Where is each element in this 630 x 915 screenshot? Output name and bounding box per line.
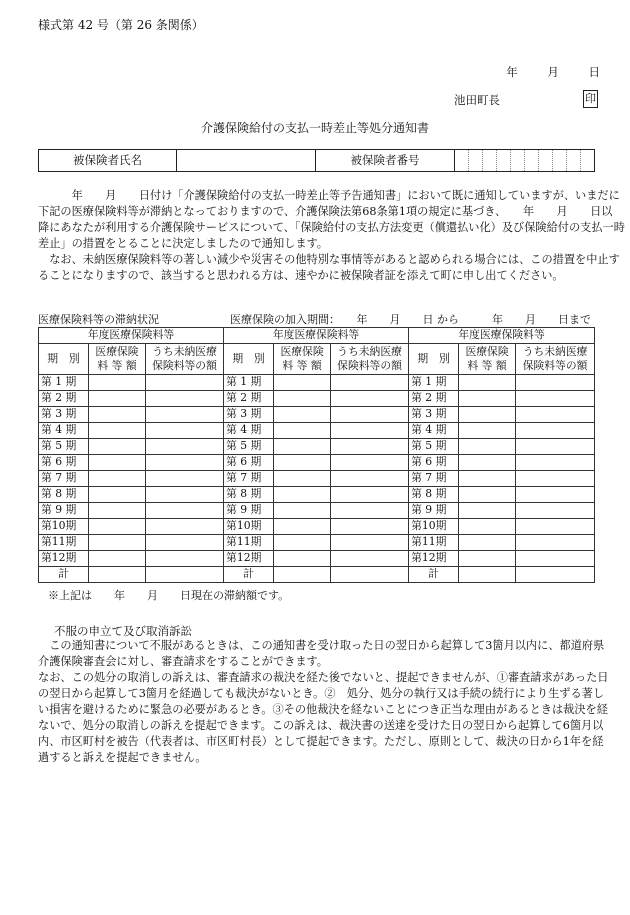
period-cell: 第 3 期 [39,407,89,423]
amount-cell[interactable] [89,551,146,567]
insured-number-digit[interactable] [553,150,567,171]
arrears-row [39,455,595,471]
unpaid-cell[interactable] [331,375,409,391]
period-cell: 第 6 期 [409,455,459,471]
fiscal-year-header: 年度医療保険料等 [39,328,224,344]
total-label: 計 [409,567,459,583]
notice-body-line: ることになりますので、該当すると思われる方は、速やかに被保険者証を添えて町に申し出てください。 [38,269,564,282]
appeal-body-line: 内、市区町村を被告（代表者は、市区町村長）として提起できます。ただし、原則として、裁決の日から1年を経 [38,735,604,748]
period-column-header: 期 別 [224,344,274,375]
unpaid-cell[interactable] [146,375,224,391]
unpaid-cell[interactable] [516,487,595,503]
amount-cell[interactable] [89,487,146,503]
unpaid-total-cell[interactable] [146,567,224,583]
period-cell: 第 7 期 [39,471,89,487]
unpaid-cell[interactable] [331,487,409,503]
unpaid-cell[interactable] [516,391,595,407]
period-column-header: 期 別 [409,344,459,375]
period-cell: 第 6 期 [39,455,89,471]
amount-cell[interactable] [89,439,146,455]
unpaid-total-cell[interactable] [516,567,595,583]
insured-number-digit[interactable] [483,150,497,171]
period-cell: 第11期 [224,535,274,551]
period-cell: 第 5 期 [224,439,274,455]
form-number: 様式第 42 号（第 26 条関係） [38,18,204,32]
date-month-label: 月 [547,65,559,79]
unpaid-cell[interactable] [146,535,224,551]
unpaid-cell[interactable] [516,503,595,519]
issuer-mayor: 池田町長 [454,93,500,107]
unpaid-cell[interactable] [331,407,409,423]
amount-cell[interactable] [459,487,516,503]
notice-body [38,188,625,284]
amount-cell[interactable] [89,519,146,535]
amount-cell[interactable] [459,391,516,407]
notice-body-line: 降にあなたが利用する介護保険サービスについて、「保険給付の支払方法変更（償還払い化）及び保険給付の支払一時 [38,221,625,234]
amount-cell[interactable] [274,503,331,519]
arrears-row [39,391,595,407]
unpaid-cell[interactable] [331,455,409,471]
amount-cell[interactable] [274,423,331,439]
arrears-row [39,423,595,439]
unpaid-cell[interactable] [516,471,595,487]
unpaid-cell[interactable] [331,423,409,439]
insured-number-label: 被保険者番号 [316,150,455,172]
amount-cell[interactable] [89,503,146,519]
unpaid-cell[interactable] [146,439,224,455]
amount-cell[interactable] [274,439,331,455]
unpaid-cell[interactable] [516,407,595,423]
arrears-note: ※上記は 年 月 日現在の滞納額です。 [48,589,290,602]
period-cell: 第 9 期 [224,503,274,519]
date-year-label: 年 [506,65,518,79]
amount-cell[interactable] [274,455,331,471]
unpaid-cell[interactable] [516,535,595,551]
period-cell: 第10期 [224,519,274,535]
amount-cell[interactable] [274,487,331,503]
arrears-row [39,551,595,567]
date-day-label: 日 [588,65,600,79]
insured-number-digit[interactable] [469,150,483,171]
unpaid-cell[interactable] [331,535,409,551]
period-cell: 第 4 期 [39,423,89,439]
unpaid-total-cell[interactable] [331,567,409,583]
insured-number-digit[interactable] [511,150,525,171]
notice-body-line: 差止」の措置をとることに決定しましたので通知します。 [38,237,328,250]
amount-cell[interactable] [459,471,516,487]
period-cell: 第 8 期 [224,487,274,503]
insured-number-digit[interactable] [497,150,511,171]
insured-number-field[interactable] [455,150,595,172]
insured-number-digit[interactable] [567,150,581,171]
unpaid-cell[interactable] [516,551,595,567]
amount-total-cell[interactable] [274,567,331,583]
period-cell: 第 7 期 [224,471,274,487]
period-cell: 第 3 期 [224,407,274,423]
period-cell: 第10期 [409,519,459,535]
period-cell: 第 2 期 [39,391,89,407]
unpaid-cell[interactable] [146,455,224,471]
amount-cell[interactable] [459,503,516,519]
period-column-header: 期 別 [39,344,89,375]
period-cell: 第 5 期 [409,439,459,455]
amount-column-header: 医療保険 料 等 額 [274,344,331,375]
notice-body-line: なお、未納医療保険料等の著しい減少や災害その他特別な事情等があると認められる場合には、この措置を中止す [38,253,620,266]
enrollment-period-label: 医療保険の加入期間： 年 月 日 から 年 月 日まで [230,313,591,326]
amount-cell[interactable] [459,535,516,551]
amount-cell[interactable] [274,519,331,535]
insured-number-digit[interactable] [455,150,469,171]
unpaid-cell[interactable] [331,519,409,535]
amount-cell[interactable] [274,391,331,407]
unpaid-cell[interactable] [516,455,595,471]
appeal-body-line: この通知書について不服があるときは、この通知書を受け取った日の翌日から起算して3箇月以内に、都道府県 [38,639,605,652]
amount-cell[interactable] [274,407,331,423]
amount-total-cell[interactable] [89,567,146,583]
period-cell: 第 9 期 [39,503,89,519]
appeal-body-line: ないで、処分の取消しの訴えを提起できます。この訴えは、裁決書の送達を受けた日の翌日から起算して6箇月以 [38,719,604,732]
issue-date [0,66,600,80]
amount-cell[interactable] [89,535,146,551]
amount-cell[interactable] [459,455,516,471]
amount-cell[interactable] [89,407,146,423]
insured-name-label: 被保険者氏名 [39,150,177,172]
appeal-body [38,638,609,766]
appeal-body-line: の翌日から起算して3箇月を経過しても裁決がないとき。② 処分、処分の執行又は手続の続行により生ずる著し [38,687,605,700]
total-label: 計 [39,567,89,583]
arrears-row [39,487,595,503]
period-cell: 第 4 期 [224,423,274,439]
period-cell: 第 2 期 [224,391,274,407]
unpaid-cell[interactable] [146,487,224,503]
unpaid-cell[interactable] [331,551,409,567]
arrears-table [38,327,595,583]
amount-cell[interactable] [274,375,331,391]
arrears-row [39,519,595,535]
period-cell: 第11期 [409,535,459,551]
period-cell: 第10期 [39,519,89,535]
seal-box: 印 [583,90,598,108]
amount-cell[interactable] [459,519,516,535]
amount-cell[interactable] [89,391,146,407]
insured-info-table [38,149,595,172]
period-cell: 第 7 期 [409,471,459,487]
amount-cell[interactable] [89,423,146,439]
amount-cell[interactable] [89,471,146,487]
amount-cell[interactable] [459,375,516,391]
arrears-status-label: 医療保険料等の滞納状況 [38,313,159,326]
unpaid-cell[interactable] [146,391,224,407]
fiscal-year-header: 年度医療保険料等 [224,328,409,344]
period-cell: 第 4 期 [409,423,459,439]
insured-number-digit[interactable] [525,150,539,171]
insured-number-digit[interactable] [539,150,553,171]
unpaid-cell[interactable] [331,471,409,487]
period-cell: 第 1 期 [409,375,459,391]
period-cell: 第 1 期 [224,375,274,391]
unpaid-cell[interactable] [146,551,224,567]
amount-cell[interactable] [459,551,516,567]
unpaid-cell[interactable] [146,503,224,519]
period-cell: 第 2 期 [409,391,459,407]
unpaid-cell[interactable] [516,439,595,455]
arrears-row [39,503,595,519]
arrears-row [39,439,595,455]
unpaid-cell[interactable] [516,423,595,439]
unpaid-column-header: うち未納医療 保険料等の額 [146,344,224,375]
total-label: 計 [224,567,274,583]
period-cell: 第12期 [409,551,459,567]
fiscal-year-header: 年度医療保険料等 [409,328,595,344]
arrears-row [39,535,595,551]
amount-cell[interactable] [89,375,146,391]
period-cell: 第 5 期 [39,439,89,455]
appeal-body-line: 過すると訴えを提起できません。 [38,751,207,764]
period-cell: 第 8 期 [409,487,459,503]
period-cell: 第 1 期 [39,375,89,391]
unpaid-cell[interactable] [331,503,409,519]
arrears-row [39,471,595,487]
period-cell: 第 8 期 [39,487,89,503]
unpaid-cell[interactable] [331,439,409,455]
amount-cell[interactable] [89,455,146,471]
unpaid-cell[interactable] [331,391,409,407]
amount-cell[interactable] [459,407,516,423]
unpaid-cell[interactable] [146,423,224,439]
notice-body-line: 下記の医療保険料等が滞納となっておりますので、介護保険法第68条第1項の規定に基づき、 年 月 日以 [38,205,613,218]
amount-column-header: 医療保険 料 等 額 [459,344,516,375]
period-cell: 第12期 [39,551,89,567]
unpaid-cell[interactable] [146,471,224,487]
unpaid-cell[interactable] [146,519,224,535]
insured-number-digit[interactable] [581,150,594,171]
total-row [39,567,595,583]
appeal-body-line: 介護保険審査会に対し、審査請求をすることができます。 [38,655,328,668]
appeal-body-line: なお、この処分の取消しの訴えは、審査請求の裁決を経た後でないと、提起できませんが、①審査請求があった日 [38,671,609,684]
amount-cell[interactable] [274,471,331,487]
amount-cell[interactable] [274,551,331,567]
amount-column-header: 医療保険 料 等 額 [89,344,146,375]
period-cell: 第 9 期 [409,503,459,519]
notice-body-line: 年 月 日付け「介護保険給付の支払一時差止等予告通知書」において既に通知していますが、いまだに [38,189,620,202]
unpaid-column-header: うち未納医療 保険料等の額 [331,344,409,375]
unpaid-cell[interactable] [146,407,224,423]
arrears-row [39,375,595,391]
period-cell: 第 3 期 [409,407,459,423]
unpaid-column-header: うち未納医療 保険料等の額 [516,344,595,375]
arrears-row [39,407,595,423]
appeal-body-line: い損害を避けるために緊急の必要があるとき。③その他裁決を経ないことにつき正当な理由があるときは裁決を経 [38,703,608,716]
amount-cell[interactable] [459,439,516,455]
amount-total-cell[interactable] [459,567,516,583]
document-title: 介護保険給付の支払一時差止等処分通知書 [200,121,429,135]
appeal-title: 不服の申立て及び取消訴訟 [54,624,192,638]
period-cell: 第 6 期 [224,455,274,471]
amount-cell[interactable] [459,423,516,439]
unpaid-cell[interactable] [516,375,595,391]
period-cell: 第11期 [39,535,89,551]
amount-cell[interactable] [274,535,331,551]
insured-name-value[interactable] [177,150,316,172]
unpaid-cell[interactable] [516,519,595,535]
period-cell: 第12期 [224,551,274,567]
